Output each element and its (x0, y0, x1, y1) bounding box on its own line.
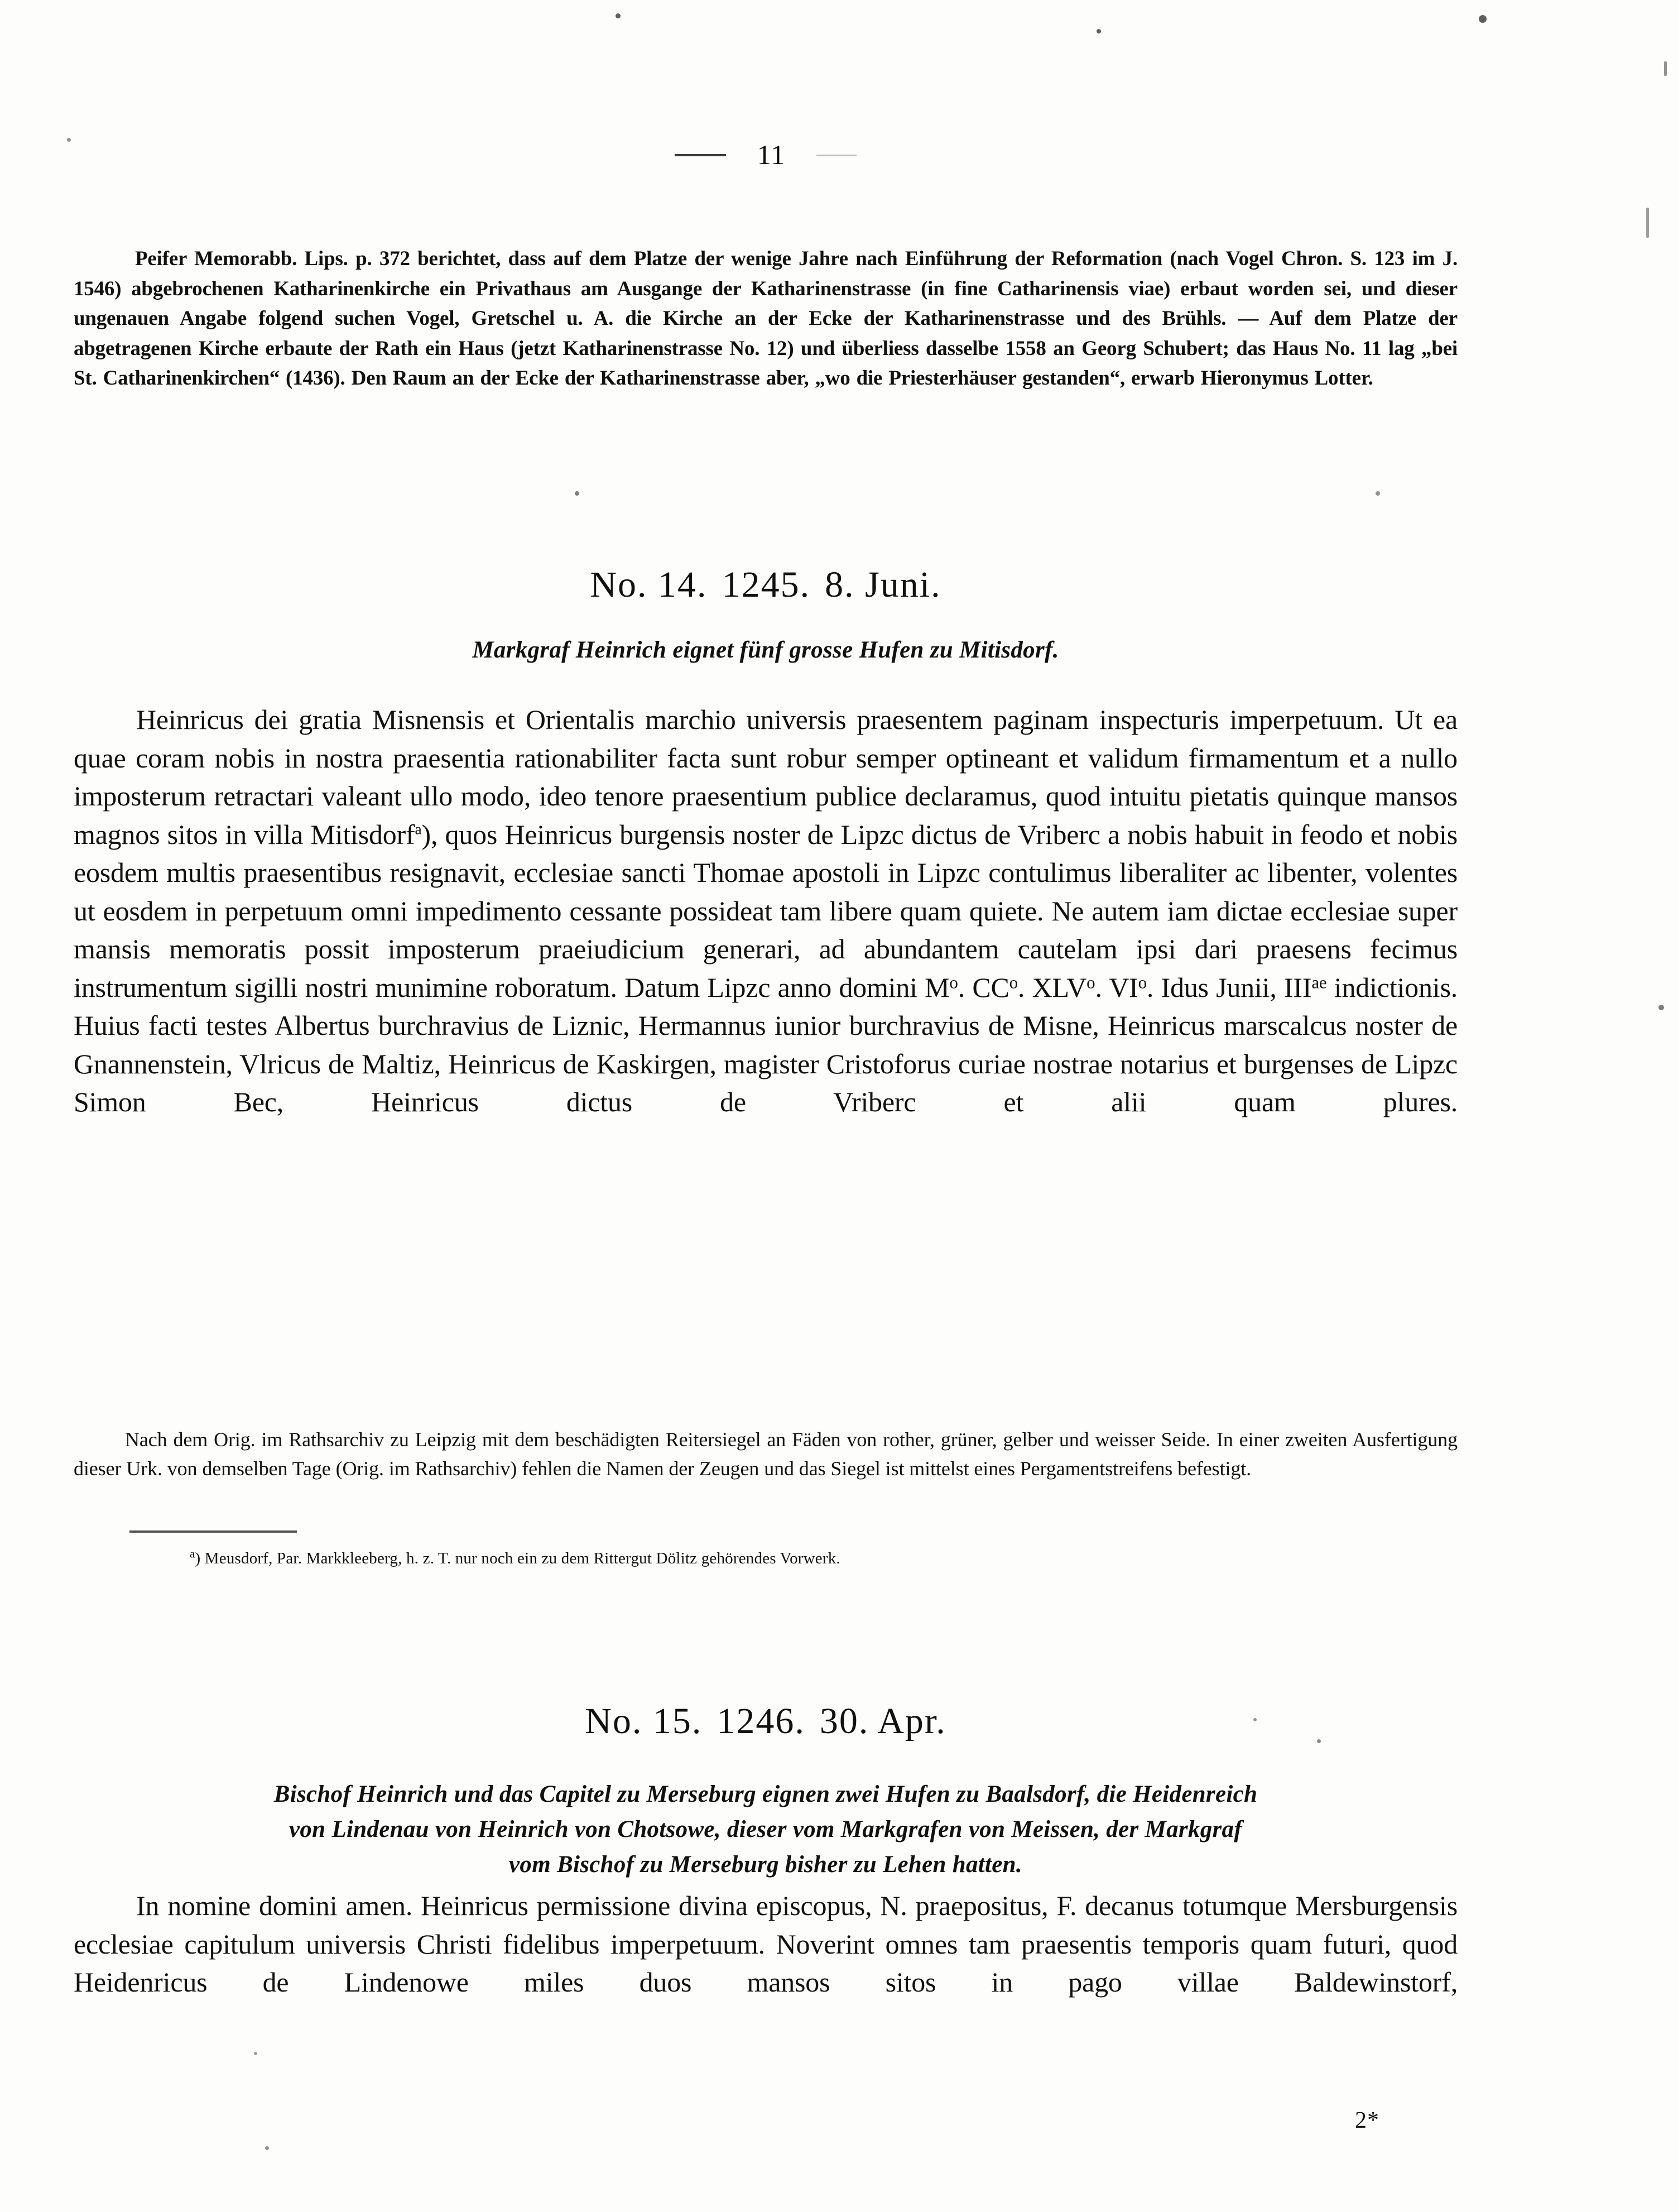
scan-speck (265, 2146, 269, 2150)
doc-15-date: 30. Apr. (819, 1701, 946, 1741)
doc-14-date-clause-1: . CC (958, 971, 1009, 1003)
footnote-rule (129, 1530, 297, 1533)
footnote-marker: a (190, 1547, 195, 1561)
doc-15-body (74, 1887, 1458, 2002)
doc-14-body (74, 700, 1458, 1121)
running-head-rule-left (675, 154, 726, 156)
doc-15-regest-line-3: vom Bischof zu Merseburg bisher zu Lehen hatten. (509, 1851, 1022, 1878)
doc-14-date-clause-2: . XLV (1017, 971, 1087, 1003)
scan-speck (1664, 61, 1667, 76)
scan-speck (67, 138, 71, 142)
running-head (74, 138, 1458, 171)
indiction-superscript: ae (1311, 972, 1327, 992)
scan-speck (1097, 29, 1101, 33)
scan-speck (575, 491, 579, 496)
roman-numeral-sup-m: o (949, 972, 958, 992)
doc-14-footnote (74, 1547, 1458, 1570)
scan-speck (1376, 491, 1380, 496)
doc-14-body-post: indictionis. Huius facti testes Albertus burchravius de Liznic, Hermannus iunior burchravius de Misne, Heinricus marscalcus noster de Gnannenstein, Vlricus de Maltiz, Heinricus de Kaskirgen, magister Cristoforus curiae nostrae notarius et burgenses de Lipzc Simon Bec, Heinricus dictus de Vriberc et alii quam plures. (74, 971, 1458, 1117)
doc-14-number: No. 14. (590, 564, 708, 605)
doc-14-body-mid: ), quos Heinricus burgensis noster de Lipzc dictus de Vriberc a nobis habuit in feodo et nobis eosdem multis praesentibus resignavit, ecclesiae sancti Thomae apostoli in Lipzc contulimus liberaliter ac libenter, volentes ut eosdem in perpetuum omni impedimento cessante possideat tam libere quam quiete. Ne autem iam dictae ecclesiae super mansis memoratis possit imposterum praeiudicium generari, ad abundantem cautelam ipsi dari praesens fecimus instrumentum sigilli nostri munimine roboratum. Datum Lipzc anno domini M (74, 818, 1458, 1003)
top-note-paragraph (74, 244, 1458, 394)
page-number: 11 (757, 139, 786, 170)
roman-numeral-sup-xlv: o (1086, 972, 1095, 992)
doc-15-regest-line-1: Bischof Heinrich und das Capitel zu Merseburg eignen zwei Hufen zu Baalsdorf, die Heidenreich (273, 1781, 1258, 1807)
doc-14-archival-note-text: Nach dem Orig. im Rathsarchiv zu Leipzig mit dem beschädigten Reitersiegel an Fäden von rother, grüner, gelber und weisser Seide. In einer zweiten Ausfertigung dieser Urk. von demselben Tage (Orig. im Rathsarchiv) fehlen die Namen der Zeugen und das Siegel ist mittelst eines Pergamentstreifens befestigt. (74, 1428, 1458, 1480)
scan-speck (616, 13, 621, 18)
doc-14-title (74, 564, 1458, 606)
doc-15-regest-line-2: von Lindenau von Heinrich von Chotsowe, dieser vom Markgrafen von Meissen, der Markgraf (289, 1816, 1242, 1842)
doc-14-date: 8. Juni. (825, 564, 941, 605)
scan-speck (1658, 1005, 1664, 1010)
doc-14-date-clause-3: . VI (1095, 971, 1138, 1003)
doc-14-archival-note (74, 1425, 1458, 1483)
doc-15-body-text: In nomine domini amen. Heinricus permissione divina episcopus, N. praepositus, F. decanus totumque Mersburgensis ecclesiae capitulum universis Christi fidelibus imperpetuum. Noverint omnes tam praesentis temporis quam futuri, quod Heidenricus de Lindenowe miles duos mansos sitos in pago villae Baldewinstorf, (74, 1890, 1458, 1998)
doc-15-regest (74, 1777, 1458, 1882)
doc-14-date-clause-4: . Idus Junii, III (1146, 971, 1312, 1003)
doc-15-year: 1246. (717, 1701, 805, 1741)
doc-15-title (74, 1700, 1458, 1743)
top-note-text: Peifer Memorabb. Lips. p. 372 berichtet, dass auf dem Platze der wenige Jahre nach Einführung der Reformation (nach Vogel Chron. S. 123 im J. 1546) abgebrochenen Katharinenkirche ein Privathaus am Ausgange der Katharinenstrasse (in fine Catharinensis viae) erbaut worden sei, und dieser ungenauen Angabe folgend suchen Vogel, Gretschel u. A. die Kirche an der Ecke der Katharinenstrasse und des Brühls. — Auf dem Platze der abgetragenen Kirche erbaute der Rath ein Haus (jetzt Katharinenstrasse No. 12) und überliess dasselbe 1558 an Georg Schubert; das Haus No. 11 lag „bei St. Catharinenkirchen“ (1436). Den Raum an der Ecke der Katharinenstrasse aber, „wo die Priesterhäuser gestanden“, erwarb Hieronymus Lotter. (74, 247, 1458, 390)
sheet-signature-mark (74, 2107, 1458, 2134)
scan-speck (1646, 208, 1649, 238)
roman-numeral-sup-vi: o (1138, 972, 1147, 992)
doc-14-body-pre: Heinricus dei gratia Misnensis et Orientalis marchio universis praesentem paginam inspecturis imperpetuum. Ut ea quae coram nobis in nostra praesentia rationabiliter facta sunt robur semper optineant et validum firmamentum et a nullo imposterum retractari valeant ullo modo, ideo tenore praesentium publice declaramus, quod intuitu pietatis quinque mansos magnos sitos in villa Mitisdorf (74, 704, 1458, 850)
scan-speck (254, 2052, 257, 2055)
doc-15-number: No. 15. (585, 1701, 703, 1741)
footnote-text: ) Meusdorf, Par. Markkleeberg, h. z. T. nur noch ein zu dem Rittergut Dölitz gehörendes Vorwerk. (195, 1549, 840, 1567)
doc-14-regest (74, 636, 1458, 664)
doc-14-regest-text: Markgraf Heinrich eignet fünf grosse Hufen zu Mitisdorf. (472, 637, 1059, 663)
doc-14-year: 1245. (722, 564, 811, 605)
running-head-rule-right (816, 155, 857, 156)
scan-speck (1479, 15, 1487, 23)
roman-numeral-sup-cc: o (1009, 972, 1018, 992)
doc-14-footnote-ref[interactable]: a (415, 819, 422, 837)
sheet-mark-text: 2* (1355, 2108, 1379, 2133)
